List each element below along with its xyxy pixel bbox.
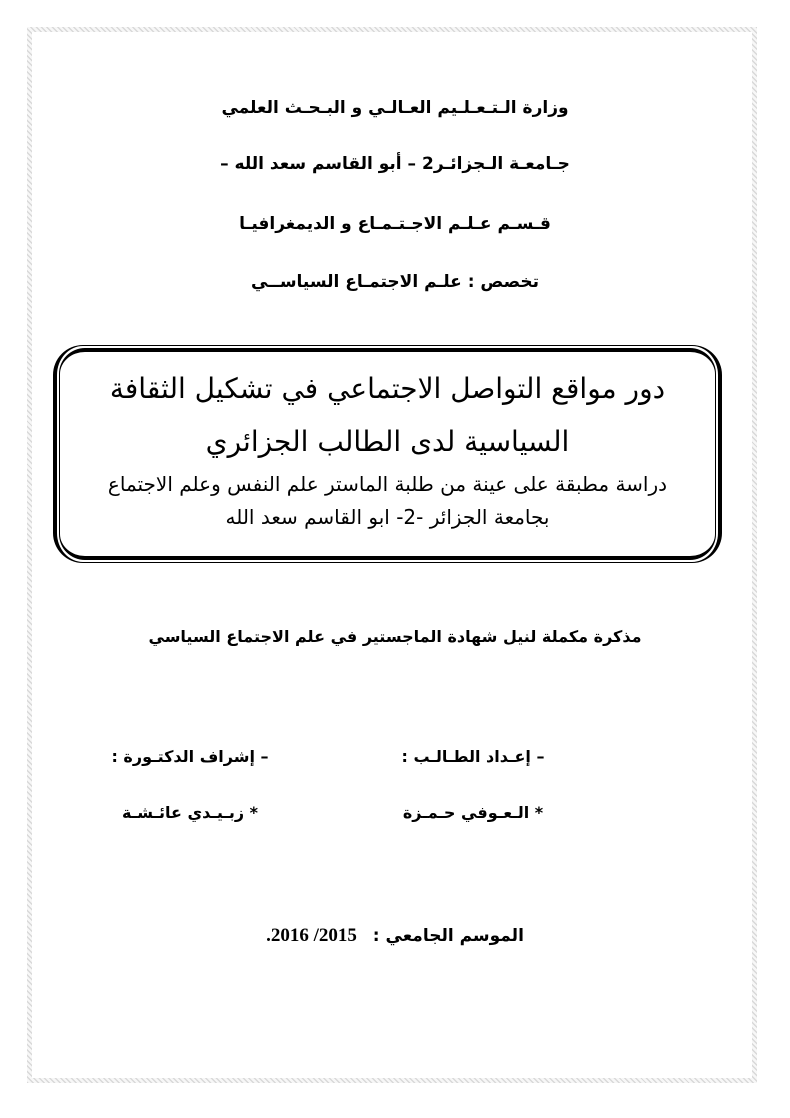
thesis-title-line-2: السياسية لدى الطالب الجزائري [205,425,570,458]
academic-year-value: 2015/ 2016. [266,925,357,946]
thesis-subtitle-line-1: دراسة مطبقة على عينة من طلبة الماستر علم النفس وعلم الاجتماع [107,472,668,496]
supervisor-name: * زبـيـدي عائـشـة [122,803,258,822]
department-line: قـسـم عـلـم الاجـتـمـاع و الديمغرافيـا [239,214,551,234]
specialty-line: تخصص : علـم الاجتمـاع السياســي [251,272,539,292]
university-line: جـامعـة الـجزائـر2 – أبو القاسم سعد الله – [220,154,570,174]
thesis-title-box [53,345,722,563]
academic-year-line [35,922,755,950]
student-block [363,747,583,822]
thesis-note: مذكرة مكملة لنيل شهادة الماجستير في علم الاجتماع السياسي [148,627,642,646]
student-name: * الـعـوفي حـمـزة [402,803,544,822]
supervisor-block [80,747,300,822]
thesis-subtitle-line-2: بجامعة الجزائر -2- ابو القاسم سعد الله [225,505,550,529]
academic-year-label: الموسم الجامعي : [372,926,524,946]
thesis-title-line-1: دور مواقع التواصل الاجتماعي في تشكيل الثقافة [109,372,666,405]
ministry-line: وزارة الـتـعـلـيم العـالـي و البـحـث العلمي [221,98,569,118]
student-label: – إعـداد الطـالـب : [401,747,545,766]
thesis-title-box-inner [59,348,716,560]
supervisor-label: – إشراف الدكتـورة : [111,747,269,766]
